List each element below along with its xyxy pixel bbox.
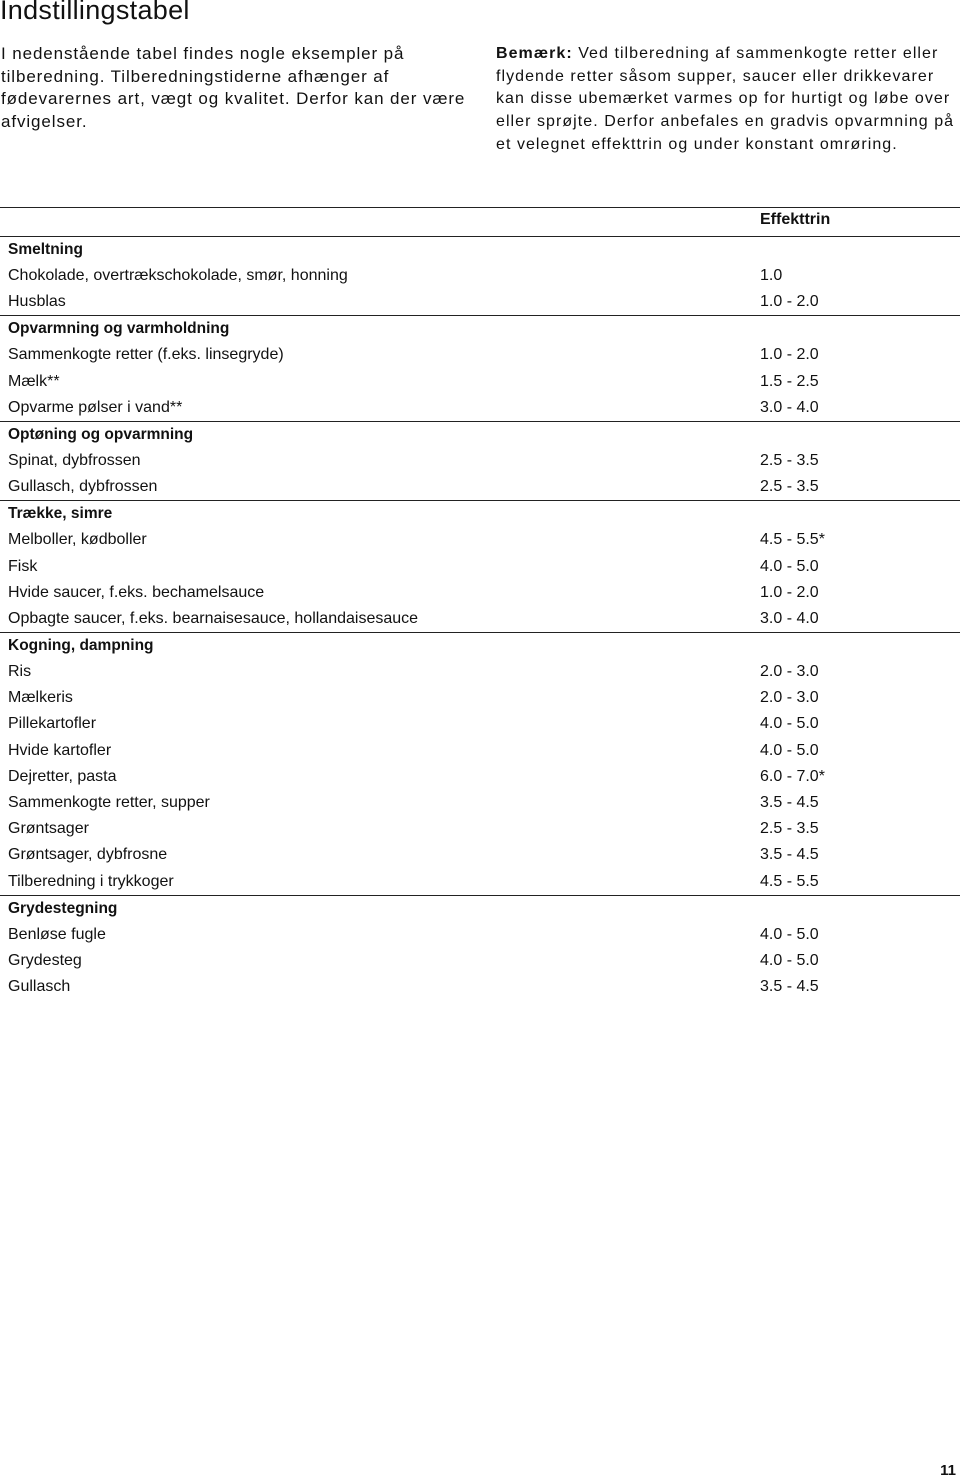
row-item-label: Husblas <box>8 293 66 311</box>
table-row <box>0 764 960 790</box>
table-row <box>0 527 960 553</box>
row-power-level: 3.5 - 4.5 <box>760 846 819 864</box>
table-row <box>0 738 960 764</box>
row-item-label: Opbagte saucer, f.eks. bearnaisesauce, hollandaisesauce <box>8 609 419 627</box>
table-section <box>0 500 960 632</box>
table-row <box>0 948 960 974</box>
row-item-label: Grøntsager <box>8 820 89 838</box>
row-item-label: Spinat, dybfrossen <box>8 451 141 469</box>
table-row <box>0 816 960 842</box>
row-power-level: 1.0 <box>760 267 783 284</box>
row-power-level: 4.5 - 5.5 <box>760 872 819 890</box>
row-power-level: 3.5 - 4.5 <box>760 978 819 996</box>
table-row <box>0 659 960 685</box>
row-power-level: 4.0 - 5.0 <box>760 741 819 759</box>
section-heading: Smeltning <box>8 241 83 258</box>
row-item-label: Benløse fugle <box>8 925 106 943</box>
row-power-level: 4.5 - 5.5* <box>760 531 825 549</box>
table-row <box>0 685 960 711</box>
row-item-label: Grydesteg <box>8 951 82 969</box>
intro-paragraph: I nedenstående tabel findes nogle eksempler på tilberedning. Tilberedningstiderne afhænger af fødevarernes art, vægt og kvalitet. Derfor kan der være afvigelser. <box>1 44 466 131</box>
table-row <box>0 580 960 606</box>
note-paragraph <box>496 43 960 157</box>
table-row <box>0 289 960 315</box>
row-item-label: Sammenkogte retter (f.eks. linsegryde) <box>8 346 284 364</box>
note-text: Ved tilberedning af sammenkogte retter eller flydende retter såsom supper, saucer eller drikkevarer kan disse ubemærket varmes op for hurtigt og løbe over eller sprøjte. Derfor anbefales en gradvis opvarmning på et velegnet effekttrin og under konstant omrøring. <box>496 45 955 153</box>
row-item-label: Melboller, kødboller <box>8 531 147 549</box>
row-power-level: 4.0 - 5.0 <box>760 925 819 943</box>
row-item-label: Hvide kartofler <box>8 741 112 759</box>
table-row <box>0 369 960 395</box>
column-header-effekttrin: Effekttrin <box>760 211 831 228</box>
table-row <box>0 474 960 500</box>
table-row <box>0 922 960 948</box>
table-section <box>0 895 960 1001</box>
row-item-label: Fisk <box>8 557 38 575</box>
row-item-label: Hvide saucer, f.eks. bechamelsauce <box>8 583 265 601</box>
section-heading: Opvarmning og varmholdning <box>8 320 230 338</box>
row-item-label: Dejretter, pasta <box>8 767 117 785</box>
table-row <box>0 606 960 632</box>
section-heading: Optøning og opvarmning <box>8 425 194 443</box>
table-row <box>0 554 960 580</box>
row-power-level: 4.0 - 5.0 <box>760 715 819 733</box>
table-row <box>0 974 960 1000</box>
row-item-label: Gullasch <box>8 978 71 996</box>
row-item-label: Opvarme pølser i vand** <box>8 398 183 416</box>
row-power-level: 1.0 - 2.0 <box>760 293 819 311</box>
row-item-label: Sammenkogte retter, supper <box>8 794 210 811</box>
row-power-level: 6.0 - 7.0* <box>760 767 825 785</box>
row-item-label: Mælkeris <box>8 689 73 707</box>
row-power-level: 2.0 - 3.0 <box>760 689 819 707</box>
table-section <box>0 421 960 500</box>
row-item-label: Ris <box>8 663 32 681</box>
table-row <box>0 448 960 474</box>
table-row <box>0 790 960 816</box>
table-row <box>0 263 960 289</box>
row-power-level: 1.5 - 2.5 <box>760 372 819 390</box>
table-row <box>0 711 960 737</box>
row-power-level: 2.0 - 3.0 <box>760 663 819 681</box>
row-power-level: 1.0 - 2.0 <box>760 583 819 601</box>
table-row <box>0 395 960 421</box>
table-body <box>0 236 960 1000</box>
page-title: Indstillingstabel <box>0 0 190 25</box>
page-number: 11 <box>940 1462 956 1479</box>
table-header-row <box>0 208 960 236</box>
row-item-label: Tilberedning i trykkoger <box>8 872 174 890</box>
row-item-label: Mælk** <box>8 372 60 390</box>
table-section <box>0 632 960 895</box>
row-power-level: 3.0 - 4.0 <box>760 398 819 416</box>
note-label: Bemærk: <box>496 45 573 62</box>
settings-table <box>0 207 960 1000</box>
table-section <box>0 315 960 421</box>
row-item-label: Grøntsager, dybfrosne <box>8 846 168 864</box>
row-power-level: 2.5 - 3.5 <box>760 820 819 838</box>
section-heading: Trække, simre <box>8 505 113 523</box>
row-power-level: 3.0 - 4.0 <box>760 609 819 627</box>
table-row <box>0 842 960 868</box>
section-heading: Kogning, dampning <box>8 637 154 655</box>
row-power-level: 3.5 - 4.5 <box>760 794 819 811</box>
row-item-label: Gullasch, dybfrossen <box>8 478 158 496</box>
row-power-level: 1.0 - 2.0 <box>760 346 819 364</box>
row-item-label: Chokolade, overtrækschokolade, smør, honning <box>8 267 348 284</box>
table-section <box>0 236 960 315</box>
table-row <box>0 869 960 895</box>
row-power-level: 4.0 - 5.0 <box>760 557 819 575</box>
row-power-level: 2.5 - 3.5 <box>760 478 819 496</box>
row-power-level: 4.0 - 5.0 <box>760 951 819 969</box>
row-power-level: 2.5 - 3.5 <box>760 451 819 469</box>
table-row <box>0 342 960 368</box>
section-heading: Grydestegning <box>8 899 118 917</box>
row-item-label: Pillekartofler <box>8 715 97 733</box>
